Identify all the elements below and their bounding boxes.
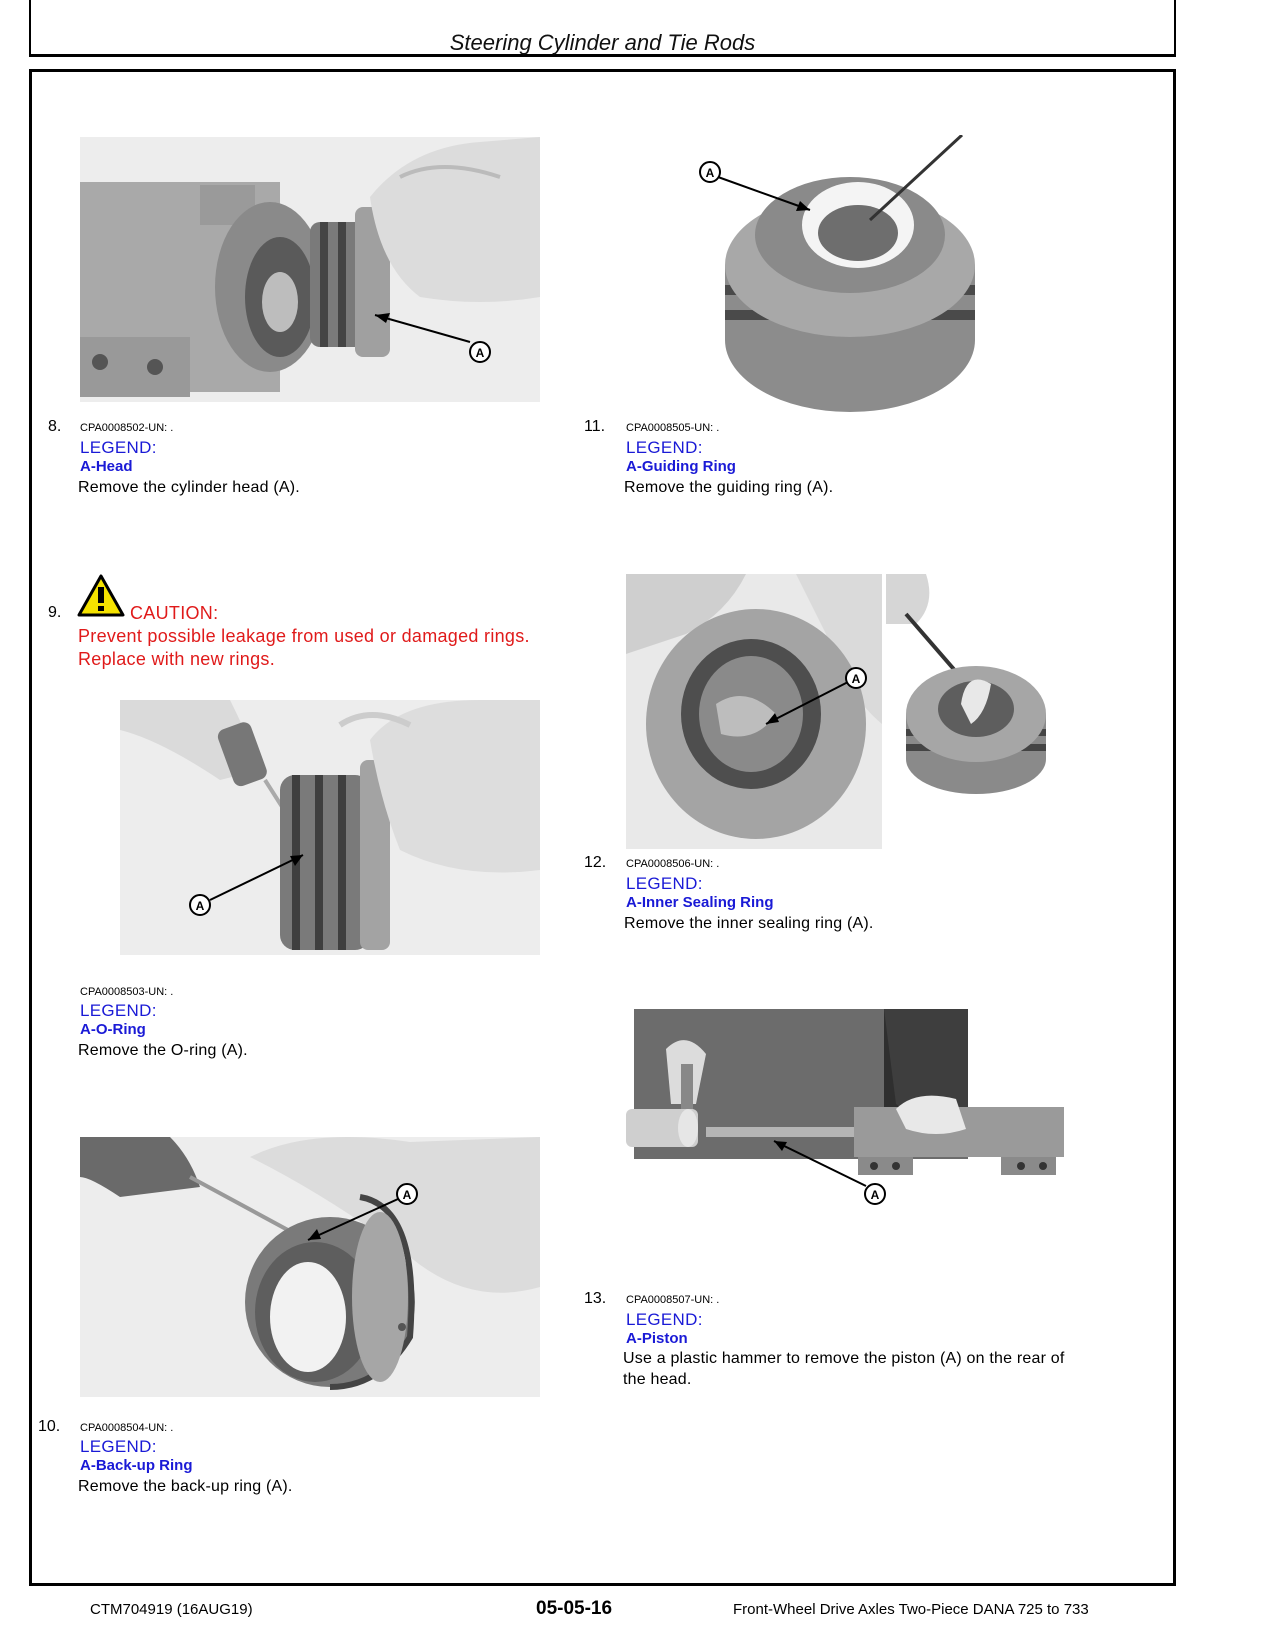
page-title: Steering Cylinder and Tie Rods [449,30,756,55]
figure-piston [626,1009,1076,1209]
figure-back-up-ring [80,1137,540,1397]
figure-code: CPA0008505-UN: . [626,422,720,434]
legend-item: A-Piston [626,1330,688,1347]
legend-label: LEGEND: [80,1001,157,1020]
step-number: 9. [48,604,62,621]
callout-label: A [475,346,485,360]
legend-item: A-Inner Sealing Ring [626,894,774,911]
legend-item: A-Guiding Ring [626,458,736,475]
legend-item: A-O-Ring [80,1021,146,1038]
step-instruction-line2: the head. [623,1371,692,1388]
caution-label: CAUTION: [130,603,219,623]
callout-label: A [870,1188,880,1202]
step-number: 10. [38,1418,61,1435]
legend-label: LEGEND: [80,438,157,457]
callout-label: A [402,1188,412,1202]
step-number: 8. [48,418,62,435]
footer-doc-id: CTM704919 (16AUG19) [90,1601,253,1618]
step-instruction: Remove the cylinder head (A). [78,479,300,496]
step-number: 12. [584,854,607,871]
figure-code: CPA0008507-UN: . [626,1294,720,1306]
step-instruction-line1: Use a plastic hammer to remove the piston (A) on the rear of [623,1350,1065,1367]
caution-text-line1: Prevent possible leakage from used or damaged rings. [78,626,530,646]
legend-label: LEGEND: [626,1310,703,1329]
footer-manual-title: Front-Wheel Drive Axles Two-Piece DANA 725 to 733 [733,1601,1089,1618]
legend-label: LEGEND: [626,874,703,893]
legend-label: LEGEND: [80,1437,157,1456]
figure-cylinder-head [80,137,540,402]
step-instruction: Remove the back-up ring (A). [78,1478,293,1495]
figure-code: CPA0008506-UN: . [626,858,720,870]
figure-inner-sealing-ring [626,574,882,849]
callout-label: A [195,899,205,913]
figure-inner-sealing-ring-detail [886,574,1066,799]
caution-text-line2: Replace with new rings. [78,649,275,669]
figure-code: CPA0008504-UN: . [80,1422,174,1434]
legend-label: LEGEND: [626,438,703,457]
step-instruction: Remove the O-ring (A). [78,1042,248,1059]
warning-icon [76,573,126,618]
figure-guiding-ring [690,135,990,415]
figure-code: CPA0008502-UN: . [80,422,174,434]
step-instruction: Remove the guiding ring (A). [624,479,834,496]
step-number: 13. [584,1290,607,1307]
step-number: 11. [584,418,606,435]
figure-o-ring [120,700,540,955]
footer-page-number: 05-05-16 [536,1598,613,1619]
step-instruction: Remove the inner sealing ring (A). [624,915,874,932]
figure-code: CPA0008503-UN: . [80,986,174,998]
callout-label: A [851,672,861,686]
legend-item: A-Head [80,458,133,475]
legend-item: A-Back-up Ring [80,1457,193,1474]
callout-label: A [705,166,715,180]
